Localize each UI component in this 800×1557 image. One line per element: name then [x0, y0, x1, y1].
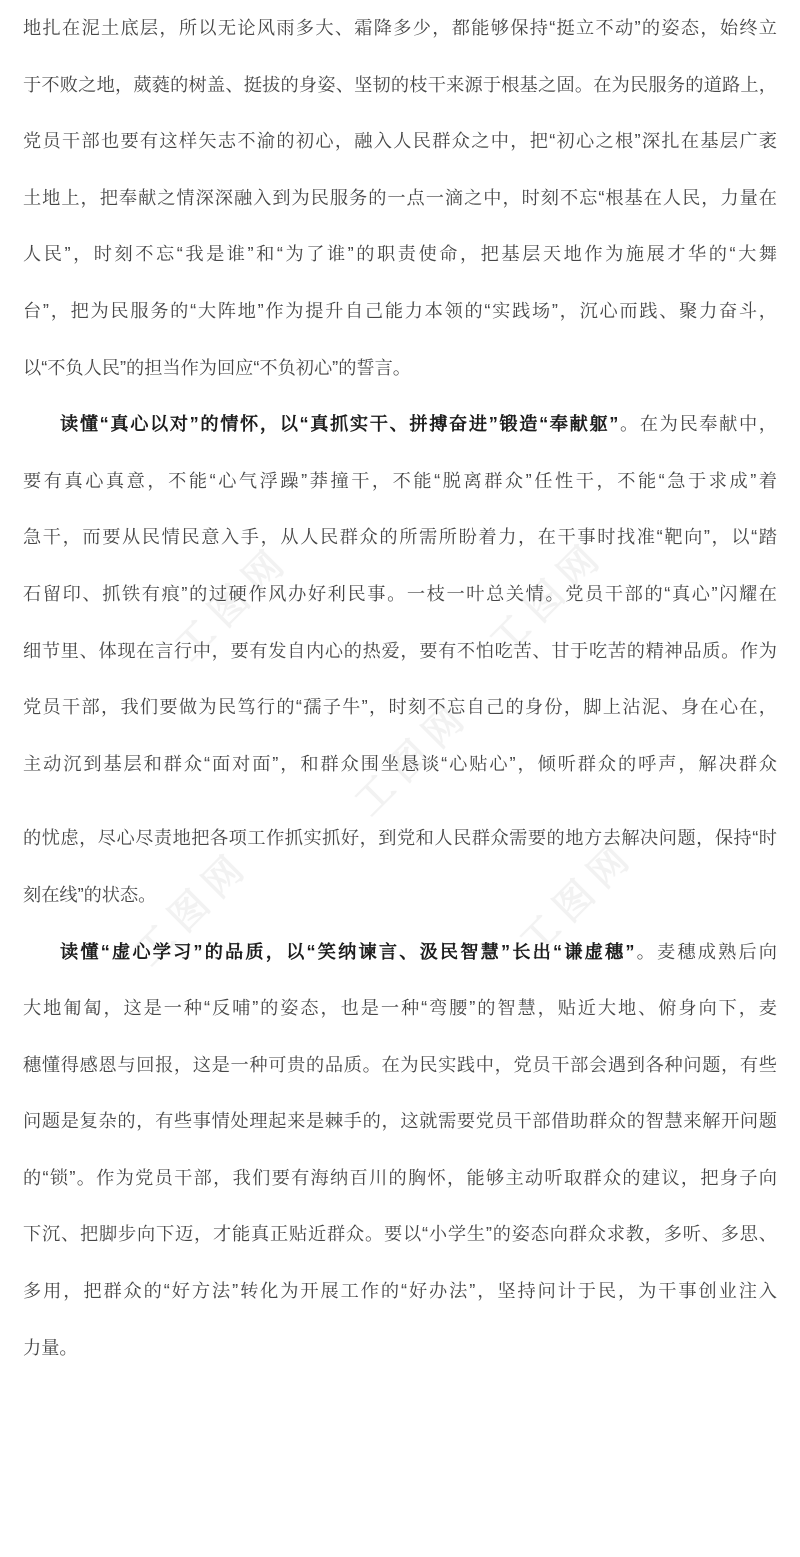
bold-lead-text: 读懂“真心以对”的情怀，以“真抓实干、拼搏奋进”锻造“奉献躯” [60, 414, 619, 435]
watermark-text: 工图网 [512, 832, 644, 964]
body-text: 多用，把群众的“好方法”转化为开展工作的“好办法”，坚持问计于民，为干事创业注入 [23, 1281, 777, 1302]
watermark-text: 工图网 [127, 842, 259, 974]
body-text: 的“锁”。作为党员干部，我们要有海纳百川的胸怀，能够主动听取群众的建议，把身子向 [23, 1167, 777, 1188]
body-text: 党员干部，我们要做为民笃行的“孺子牛”，时刻不忘自己的身份，脚上沾泥、身在心在， [23, 697, 777, 718]
body-text: 于不败之地，葳蕤的树盖、挺拔的身姿、坚韧的枝干来源于根基之固。在为民服务的道路上， [23, 74, 777, 95]
text-line [23, 623, 777, 680]
body-text: 急干，而要从民情民意入手，从人民群众的所需所盼着力，在干事时找准“靶向”，以“踏 [23, 527, 777, 548]
text-line [23, 980, 777, 1037]
text-line [23, 924, 777, 981]
text-line [23, 340, 777, 397]
body-text: 土地上，把奉献之情深深融入到为民服务的一点一滴之中，时刻不忘“根基在人民，力量在 [23, 187, 777, 208]
body-text: 。在为民奉献中， [618, 414, 777, 435]
body-text: 台”，把为民服务的“大阵地”作为提升自己能力本领的“实践场”，沉心而践、聚力奋斗， [23, 300, 777, 321]
text-line [23, 1150, 777, 1207]
text-line [23, 1037, 777, 1094]
body-text: 问题是复杂的，有些事情处理起来是棘手的，这就需要党员干部借助群众的智慧来解开问题 [23, 1111, 777, 1132]
text-line [23, 1093, 777, 1150]
text-line [23, 57, 777, 114]
body-text: 以“不负人民”的担当作为回应“不负初心”的誓言。 [23, 357, 411, 378]
bold-lead-text: 读懂“虚心学习”的品质，以“笑纳谏言、汲民智慧”长出“谦虚穗” [60, 941, 635, 962]
paragraph [23, 0, 777, 396]
body-text: 下沉、把脚步向下迈，才能真正贴近群众。要以“小学生”的姿态向群众求教，多听、多思、 [23, 1224, 777, 1245]
text-line [23, 867, 777, 924]
body-text: 大地匍匐，这是一种“反哺”的姿态，也是一种“弯腰”的智慧，贴近大地、俯身向下，麦 [23, 998, 777, 1019]
text-line [23, 113, 777, 170]
text-line [23, 810, 777, 867]
text-line [23, 0, 777, 57]
body-text: 力量。 [23, 1337, 78, 1358]
paragraph [23, 924, 777, 1377]
text-line [23, 1320, 777, 1377]
text-line [23, 679, 777, 736]
text-line [23, 736, 777, 793]
text-line [23, 566, 777, 623]
text-line [23, 170, 777, 227]
text-line [23, 1263, 777, 1320]
body-text: 石留印、抓铁有痕”的过硬作风办好利民事。一枝一叶总关情。党员干部的“真心”闪耀在 [23, 583, 777, 604]
body-text: 。麦穗成熟后向 [634, 941, 777, 962]
body-text: 的忧虑，尽心尽责地把各项工作抓实抓好，到党和人民群众需要的地方去解决问题，保持“时 [23, 828, 777, 849]
body-text: 细节里、体现在言行中，要有发自内心的热爱，要有不怕吃苦、甘于吃苦的精神品质。作为 [23, 640, 777, 661]
paragraph [23, 396, 777, 923]
text-line [23, 283, 777, 340]
text-line [23, 226, 777, 283]
text-line [23, 509, 777, 566]
body-text: 地扎在泥土底层，所以无论风雨多大、霜降多少，都能够保持“挺立不动”的姿态，始终立 [23, 18, 777, 38]
body-text: 刻在线”的状态。 [23, 884, 157, 905]
watermark-text: 工图网 [167, 537, 299, 669]
watermark-text: 工图网 [347, 692, 479, 824]
body-text: 党员干部也要有这样矢志不渝的初心，融入人民群众之中，把“初心之根”深扎在基层广袤 [23, 131, 777, 152]
watermark-text: 工图网 [482, 532, 614, 664]
body-text: 穗懂得感恩与回报，这是一种可贵的品质。在为民实践中，党员干部会遇到各种问题，有些 [23, 1054, 777, 1075]
body-text: 要有真心真意，不能“心气浮躁”莽撞干，不能“脱离群众”任性干，不能“急于求成”着 [23, 470, 777, 491]
body-text: 主动沉到基层和群众“面对面”，和群众围坐恳谈“心贴心”，倾听群众的呼声，解决群众 [23, 753, 777, 774]
document-content [23, 0, 777, 1376]
text-line [23, 1206, 777, 1263]
text-line [23, 453, 777, 510]
body-text: 人民”，时刻不忘“我是谁”和“为了谁”的职责使命，把基层天地作为施展才华的“大舞 [23, 244, 777, 265]
text-line [23, 396, 777, 453]
